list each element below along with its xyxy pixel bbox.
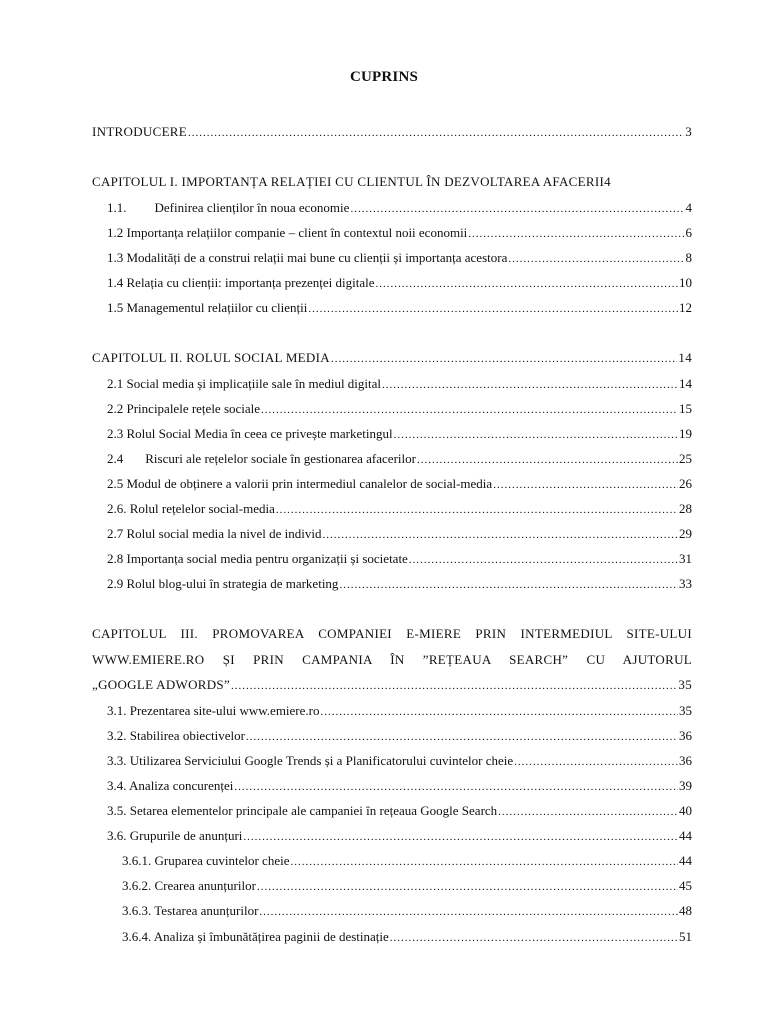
toc-label: 2.1 Social media și implicațiile sale în mediul digital <box>107 376 382 391</box>
toc-label: 3.5. Setarea elementelor principale ale campaniei în rețeaua Google Search <box>107 803 498 818</box>
toc-entry-3-3[interactable] <box>107 753 692 770</box>
toc-label: 1.2 Importanța relațiilor companie – client în contextul noii economii <box>107 225 468 240</box>
toc-leader <box>493 476 678 493</box>
toc-entry-chapter-3[interactable] <box>92 621 692 673</box>
toc-leader <box>350 200 684 217</box>
toc-leader <box>468 225 684 242</box>
toc-label: Riscuri ale rețelelor sociale în gestionarea afacerilor <box>145 451 416 466</box>
toc-leader <box>257 878 678 895</box>
toc-entry-chapter-3-end[interactable] <box>92 677 692 694</box>
toc-entry-1-3[interactable] <box>107 250 692 267</box>
toc-label: 3.1. Prezentarea site-ului www.emiere.ro <box>107 703 320 718</box>
toc-page-number: 28 <box>679 501 692 516</box>
toc-entry-1-1[interactable] <box>107 200 692 217</box>
toc-page-number: 29 <box>679 526 692 541</box>
toc-leader <box>375 275 678 292</box>
toc-page-number: 31 <box>679 551 692 566</box>
toc-page-number: 48 <box>679 903 692 918</box>
toc-page-number: 6 <box>685 225 692 240</box>
toc-label-line-3: „GOOGLE ADWORDS” <box>92 677 231 692</box>
toc-label-line-2: WWW.EMIERE.RO ȘI PRIN CAMPANIA ÎN ”REȚEAUA SEARCH” CU AJUTORUL <box>92 652 692 667</box>
toc-label: 3.6.4. Analiza și îmbunătățirea paginii de destinație <box>122 929 389 944</box>
toc-label: 2.8 Importanța social media pentru organizații și societate <box>107 551 408 566</box>
toc-leader <box>188 124 684 141</box>
toc-label: 3.2. Stabilirea obiectivelor <box>107 728 245 743</box>
toc-label: 1.3 Modalități de a construi relații mai bune cu clienții și importanța acestora <box>107 250 508 265</box>
toc-label: 3.4. Analiza concurenței <box>107 778 234 793</box>
toc-page-number: 36 <box>679 753 692 768</box>
toc-label: CAPITOLUL II. ROLUL SOCIAL MEDIA <box>92 350 330 365</box>
toc-entry-2-5[interactable] <box>107 476 692 493</box>
toc-leader <box>308 300 678 317</box>
toc-page-number: 14 <box>679 376 692 391</box>
toc-leader <box>382 376 678 393</box>
toc-page-number: 26 <box>679 476 692 491</box>
toc-page-number: 35 <box>678 677 692 692</box>
toc-page-number: 35 <box>679 703 692 718</box>
toc-entry-2-6[interactable] <box>107 501 692 518</box>
toc-page-number: 15 <box>679 401 692 416</box>
toc-leader <box>394 426 678 443</box>
toc-label: CAPITOLUL I. IMPORTANȚA RELAȚIEI CU CLIENTUL ÎN DEZVOLTAREA AFACERII <box>92 174 605 189</box>
toc-page-number: 36 <box>679 728 692 743</box>
toc-entry-1-5[interactable] <box>107 300 692 317</box>
toc-page-number: 8 <box>685 250 692 265</box>
toc-leader <box>243 828 678 845</box>
toc-entry-2-2[interactable] <box>107 401 692 418</box>
toc-leader <box>259 903 678 920</box>
toc-entry-3-1[interactable] <box>107 703 692 720</box>
toc-page-number: 4 <box>604 174 611 189</box>
toc-leader <box>514 753 678 770</box>
toc-label-line-1: CAPITOLUL III. PROMOVAREA COMPANIEI E-MIERE PRIN INTERMEDIUL SITE-ULUI <box>92 626 692 641</box>
toc-page-number: 51 <box>679 929 692 944</box>
toc-entry-3-5[interactable] <box>107 803 692 820</box>
toc-leader <box>508 250 684 267</box>
toc-page-number: 12 <box>679 300 692 315</box>
toc-entry-1-4[interactable] <box>107 275 692 292</box>
toc-entry-3-2[interactable] <box>107 728 692 745</box>
toc-label: 1.4 Relația cu clienții: importanța prezenței digitale <box>107 275 375 290</box>
toc-leader <box>339 576 678 593</box>
toc-label: 1.5 Managementul relațiilor cu clienții <box>107 300 308 315</box>
toc-leader <box>322 526 678 543</box>
page-title: CUPRINS <box>349 69 419 85</box>
toc-page-number: 45 <box>679 878 692 893</box>
toc-entry-2-8[interactable] <box>107 551 692 568</box>
toc-entry-2-7[interactable] <box>107 526 692 543</box>
toc-label: 3.6. Grupurile de anunțuri <box>107 828 243 843</box>
toc-entry-chapter-2[interactable] <box>92 350 692 367</box>
toc-entry-3-6-3[interactable] <box>122 903 692 920</box>
toc-page-number: 39 <box>679 778 692 793</box>
toc-page-number: 14 <box>678 350 692 365</box>
toc-entry-chapter-1[interactable] <box>92 174 692 190</box>
toc-entry-2-9[interactable] <box>107 576 692 593</box>
toc-leader <box>409 551 678 568</box>
toc-entry-2-1[interactable] <box>107 376 692 393</box>
toc-label: 3.6.2. Crearea anunțurilor <box>122 878 256 893</box>
toc-page-number: 3 <box>685 124 692 139</box>
toc-entry-2-4[interactable] <box>107 451 692 468</box>
toc-leader <box>331 350 677 367</box>
toc-page-number: 4 <box>685 200 692 215</box>
toc-label: 2.5 Modul de obținere a valorii prin intermediul canalelor de social-media <box>107 476 493 491</box>
toc-label: 2.2 Principalele rețele sociale <box>107 401 261 416</box>
toc-entry-3-6-2[interactable] <box>122 878 692 895</box>
toc-leader <box>231 677 677 694</box>
toc-entry-1-2[interactable] <box>107 225 692 242</box>
toc-entry-3-6-1[interactable] <box>122 853 692 870</box>
toc-label: 2.7 Rolul social media la nivel de individ <box>107 526 322 541</box>
toc-leader <box>498 803 678 820</box>
toc-label: 2.3 Rolul Social Media în ceea ce privește marketingul <box>107 426 393 441</box>
toc-entry-intro[interactable] <box>92 124 692 141</box>
toc-number: 2.4 <box>107 451 124 466</box>
toc-label: 2.9 Rolul blog-ului în strategia de marketing <box>107 576 339 591</box>
toc-page-number: 25 <box>679 451 692 466</box>
toc-number: 1.1. <box>107 200 127 215</box>
toc-leader <box>234 778 678 795</box>
toc-entry-3-4[interactable] <box>107 778 692 795</box>
toc-label: INTRODUCERE <box>92 124 188 139</box>
toc-entry-3-6[interactable] <box>107 828 692 845</box>
toc-page-number: 40 <box>679 803 692 818</box>
toc-label: 3.3. Utilizarea Serviciului Google Trends și a Planificatorului cuvintelor cheie <box>107 753 514 768</box>
toc-page-number: 44 <box>679 853 692 868</box>
toc-leader <box>390 929 678 946</box>
toc-page-number: 19 <box>679 426 692 441</box>
toc-leader <box>290 853 678 870</box>
toc-page-number: 44 <box>679 828 692 843</box>
toc-entry-3-6-4[interactable] <box>122 929 692 946</box>
toc-label: 2.6. Rolul rețelelor social-media <box>107 501 275 516</box>
toc-label: 3.6.1. Gruparea cuvintelor cheie <box>122 853 290 868</box>
toc-leader <box>321 703 679 720</box>
toc-leader <box>246 728 678 745</box>
toc-label: Definirea clienților în noua economie <box>154 200 350 215</box>
toc-page-number: 33 <box>679 576 692 591</box>
toc-leader <box>417 451 678 468</box>
toc-label: 3.6.3. Testarea anunțurilor <box>122 903 259 918</box>
toc-leader <box>261 401 678 418</box>
toc-page-number: 10 <box>679 275 692 290</box>
toc-leader <box>276 501 678 518</box>
toc-entry-2-3[interactable] <box>107 426 692 443</box>
